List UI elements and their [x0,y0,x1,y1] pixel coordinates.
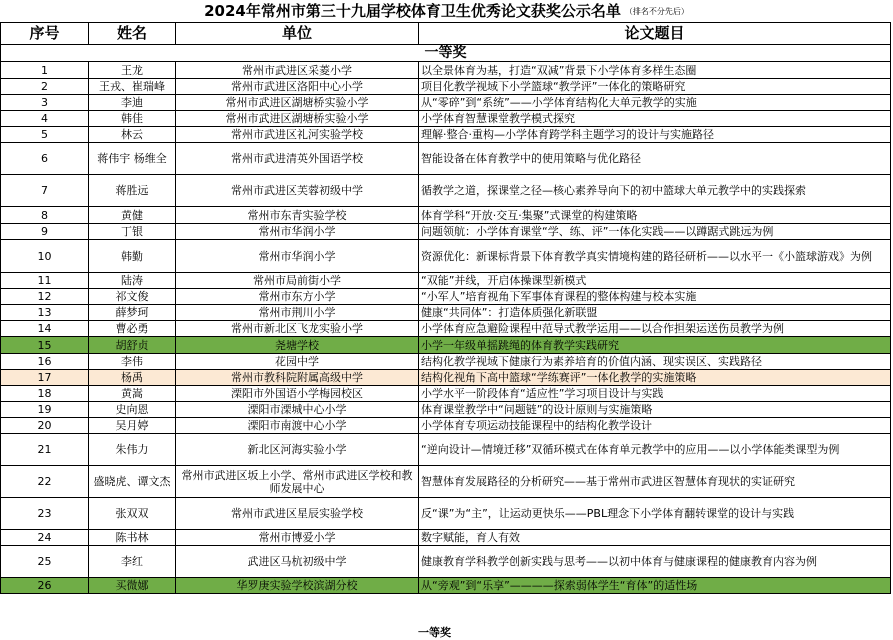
cell-name[interactable]: 李迪 [89,95,176,111]
table-row [1,289,891,305]
cell-paper[interactable]: 体育课堂教学中“问题链”的设计原则与实施策略 [419,402,891,418]
table-row [1,434,891,466]
cell-no[interactable]: 22 [1,466,89,498]
cell-name[interactable]: 李伟 [89,354,176,370]
cell-name[interactable]: 陈书林 [89,530,176,546]
cell-paper[interactable]: 小学体育专项运动技能课程中的结构化教学设计 [419,418,891,434]
cell-no[interactable]: 25 [1,546,89,578]
cell-no[interactable]: 15 [1,337,89,354]
cell-unit[interactable]: 花园中学 [176,354,419,370]
cell-no[interactable]: 26 [1,578,89,594]
cell-paper[interactable]: 体育学科“开放·交互·集聚”式课堂的构建策略 [419,207,891,224]
cell-name[interactable]: 蒋伟宇 杨维全 [89,143,176,175]
header-name[interactable]: 姓名 [89,23,176,45]
cell-name[interactable]: 薛梦珂 [89,305,176,321]
table-row [1,305,891,321]
cell-name[interactable]: 王龙 [89,62,176,79]
table-row [1,386,891,402]
cell-name[interactable]: 盛晓虎、谭文杰 [89,466,176,498]
cell-no[interactable]: 17 [1,370,89,386]
cell-unit[interactable]: 常州市局前街小学 [176,273,419,289]
cell-unit[interactable]: 常州市武进区礼河实验学校 [176,127,419,143]
cell-no[interactable]: 2 [1,79,89,95]
cell-unit[interactable]: 常州市武进区洛阳中心小学 [176,79,419,95]
cell-no[interactable]: 20 [1,418,89,434]
cell-name[interactable]: 李红 [89,546,176,578]
cell-no[interactable]: 18 [1,386,89,402]
cell-unit[interactable]: 溧阳市溧城中心小学 [176,402,419,418]
cell-paper[interactable]: 反“课”为“主”，让运动更快乐——PBL理念下小学体育翻转课堂的设计与实践 [419,498,891,530]
cell-no[interactable]: 24 [1,530,89,546]
cell-name[interactable]: 王戎、崔瑞峰 [89,79,176,95]
cell-paper[interactable]: 数字赋能，育人有效 [419,530,891,546]
table-row [1,337,891,354]
table-row [1,175,891,207]
cell-name[interactable]: 陆涛 [89,273,176,289]
cell-no[interactable]: 21 [1,434,89,466]
cell-paper[interactable]: 从“旁观”到“乐享”————探索弱体学生“育体”的适性场 [419,578,891,594]
table-body [1,23,891,594]
cell-no[interactable]: 1 [1,62,89,79]
cell-unit[interactable]: 华罗庚实验学校滨湖分校 [176,578,419,594]
cell-no[interactable]: 5 [1,127,89,143]
table-row [1,466,891,498]
cell-name[interactable]: 曹必勇 [89,321,176,337]
cell-unit[interactable]: 常州市东方小学 [176,289,419,305]
cell-name[interactable]: 史向恩 [89,402,176,418]
cell-unit[interactable]: 常州市武进区坂上小学、常州市武进区学校和教师发展中心 [176,466,419,498]
cell-no[interactable]: 8 [1,207,89,224]
header-unit[interactable]: 单位 [176,23,419,45]
header-no[interactable]: 序号 [1,23,89,45]
cell-name[interactable]: 黄嵩 [89,386,176,402]
cell-name[interactable]: 杨禹 [89,370,176,386]
table-row [1,79,891,95]
section-title[interactable]: 一等奖 [1,45,891,62]
table-row [1,530,891,546]
cell-paper[interactable]: 智慧体育发展路径的分析研究——基于常州市武进区智慧体育现状的实证研究 [419,466,891,498]
cell-paper[interactable]: 问题领航：小学体育课堂“学、练、评”一体化实践——以蹲踞式跳远为例 [419,224,891,240]
section-row [1,45,891,62]
cell-paper[interactable]: “双能”并线，开启体操课型新模式 [419,273,891,289]
table-row [1,402,891,418]
table-row [1,111,891,127]
table-row [1,498,891,530]
table-row [1,240,891,273]
cell-paper[interactable]: 结构化教学视域下健康行为素养培育的价值内涵、现实误区、实践路径 [419,354,891,370]
cell-paper[interactable]: 从“零碎”到“系统”——小学体育结构化大单元教学的实施 [419,95,891,111]
cell-no[interactable]: 11 [1,273,89,289]
cell-name[interactable]: 胡舒贞 [89,337,176,354]
cell-paper[interactable]: “逆向设计—情境迁移”双循环模式在体育单元教学中的应用——以小学体能类课型为例 [419,434,891,466]
cell-unit[interactable]: 尧塘学校 [176,337,419,354]
cell-unit[interactable]: 常州市武进区湖塘桥实验小学 [176,95,419,111]
cell-paper[interactable]: “小军人”培育视角下军事体育课程的整体构建与校本实施 [419,289,891,305]
cell-paper[interactable]: 小学体育智慧课堂教学模式探究 [419,111,891,127]
cell-no[interactable]: 10 [1,240,89,273]
award-table [0,22,891,594]
cell-paper[interactable]: 小学一年级单摇跳绳的体育教学实践研究 [419,337,891,354]
cell-paper[interactable]: 健康教育学科教学创新实践与思考——以初中体育与健康课程的健康教育内容为例 [419,546,891,578]
cell-no[interactable]: 4 [1,111,89,127]
table-row [1,143,891,175]
cell-unit[interactable]: 常州市武进区芙蓉初级中学 [176,175,419,207]
cell-name[interactable]: 张双双 [89,498,176,530]
cell-no[interactable]: 6 [1,143,89,175]
page-title [0,0,893,22]
cell-paper[interactable]: 项目化教学视域下小学篮球“教学评”一体化的策略研究 [419,79,891,95]
table-row [1,321,891,337]
cell-no[interactable]: 12 [1,289,89,305]
header-paper[interactable]: 论文题目 [419,23,891,45]
cell-unit[interactable]: 常州市新北区飞龙实验小学 [176,321,419,337]
table-row [1,95,891,111]
table-row [1,578,891,594]
table-row [1,62,891,79]
cell-unit[interactable]: 常州市武进区采菱小学 [176,62,419,79]
cell-name[interactable]: 韩佳 [89,111,176,127]
cell-unit[interactable]: 常州市教科院附属高级中学 [176,370,419,386]
table-row [1,207,891,224]
cell-paper[interactable]: 资源优化：新课标背景下体育教学真实情境构建的路径研析——以水平一《小篮球游戏》为例 [419,240,891,273]
header-row [1,23,891,45]
cell-paper[interactable]: 小学水平一阶段体育“适应性”学习项目设计与实践 [419,386,891,402]
cell-no[interactable]: 14 [1,321,89,337]
table-row [1,127,891,143]
cell-no[interactable]: 13 [1,305,89,321]
cell-no[interactable]: 7 [1,175,89,207]
cell-unit[interactable]: 新北区河海实验小学 [176,434,419,466]
title-text: 2024年常州市第三十九届学校体育卫生优秀论文获奖公示名单 [204,2,621,20]
cell-unit[interactable]: 常州市华润小学 [176,240,419,273]
cell-name[interactable]: 祁文俊 [89,289,176,305]
cell-name[interactable]: 丁银 [89,224,176,240]
cell-no[interactable]: 3 [1,95,89,111]
cell-name[interactable]: 韩勤 [89,240,176,273]
cell-paper[interactable]: 健康“共同体”：打造体质强化新联盟 [419,305,891,321]
cell-name[interactable]: 吴月婷 [89,418,176,434]
cell-unit[interactable]: 常州市武进区湖塘桥实验小学 [176,111,419,127]
cell-unit[interactable]: 常州市荆川小学 [176,305,419,321]
cell-paper[interactable]: 循教学之道，探课堂之径—核心素养导向下的初中篮球大单元教学中的实践探索 [419,175,891,207]
cell-name[interactable]: 朱伟力 [89,434,176,466]
cell-unit[interactable]: 溧阳市南渡中心小学 [176,418,419,434]
cell-unit[interactable]: 常州市华润小学 [176,224,419,240]
cell-unit[interactable]: 常州市武进区星辰实验学校 [176,498,419,530]
cell-paper[interactable]: 结构化视角下高中篮球“学练赛评”一体化教学的实施策略 [419,370,891,386]
cell-paper[interactable]: 智能设备在体育教学中的使用策略与优化路径 [419,143,891,175]
table-row [1,354,891,370]
cell-unit[interactable]: 常州市武进清英外国语学校 [176,143,419,175]
cell-paper[interactable]: 理解·整合·重构—小学体育跨学科主题学习的设计与实施路径 [419,127,891,143]
cell-name[interactable]: 黄健 [89,207,176,224]
cell-name[interactable]: 林云 [89,127,176,143]
cell-unit[interactable]: 常州市东青实验学校 [176,207,419,224]
title-note: （排名不分先后） [624,6,689,16]
table-row [1,418,891,434]
table-row [1,370,891,386]
cell-unit[interactable]: 武进区马杭初级中学 [176,546,419,578]
table-row [1,273,891,289]
cell-name[interactable]: 买微娜 [89,578,176,594]
cell-no[interactable]: 16 [1,354,89,370]
cell-no[interactable]: 23 [1,498,89,530]
cell-paper[interactable]: 以全景体育为基，打造“双减”背景下小学体育多样生态圈 [419,62,891,79]
cell-name[interactable]: 蒋胜远 [89,175,176,207]
next-section-partial: 一等奖 [418,626,451,639]
table-row [1,224,891,240]
cell-paper[interactable]: 小学体育应急避险课程中范导式教学运用——以合作担架运送伤员教学为例 [419,321,891,337]
table-row [1,546,891,578]
cell-no[interactable]: 9 [1,224,89,240]
cell-unit[interactable]: 常州市博爱小学 [176,530,419,546]
cell-unit[interactable]: 溧阳市外国语小学梅园校区 [176,386,419,402]
cell-no[interactable]: 19 [1,402,89,418]
